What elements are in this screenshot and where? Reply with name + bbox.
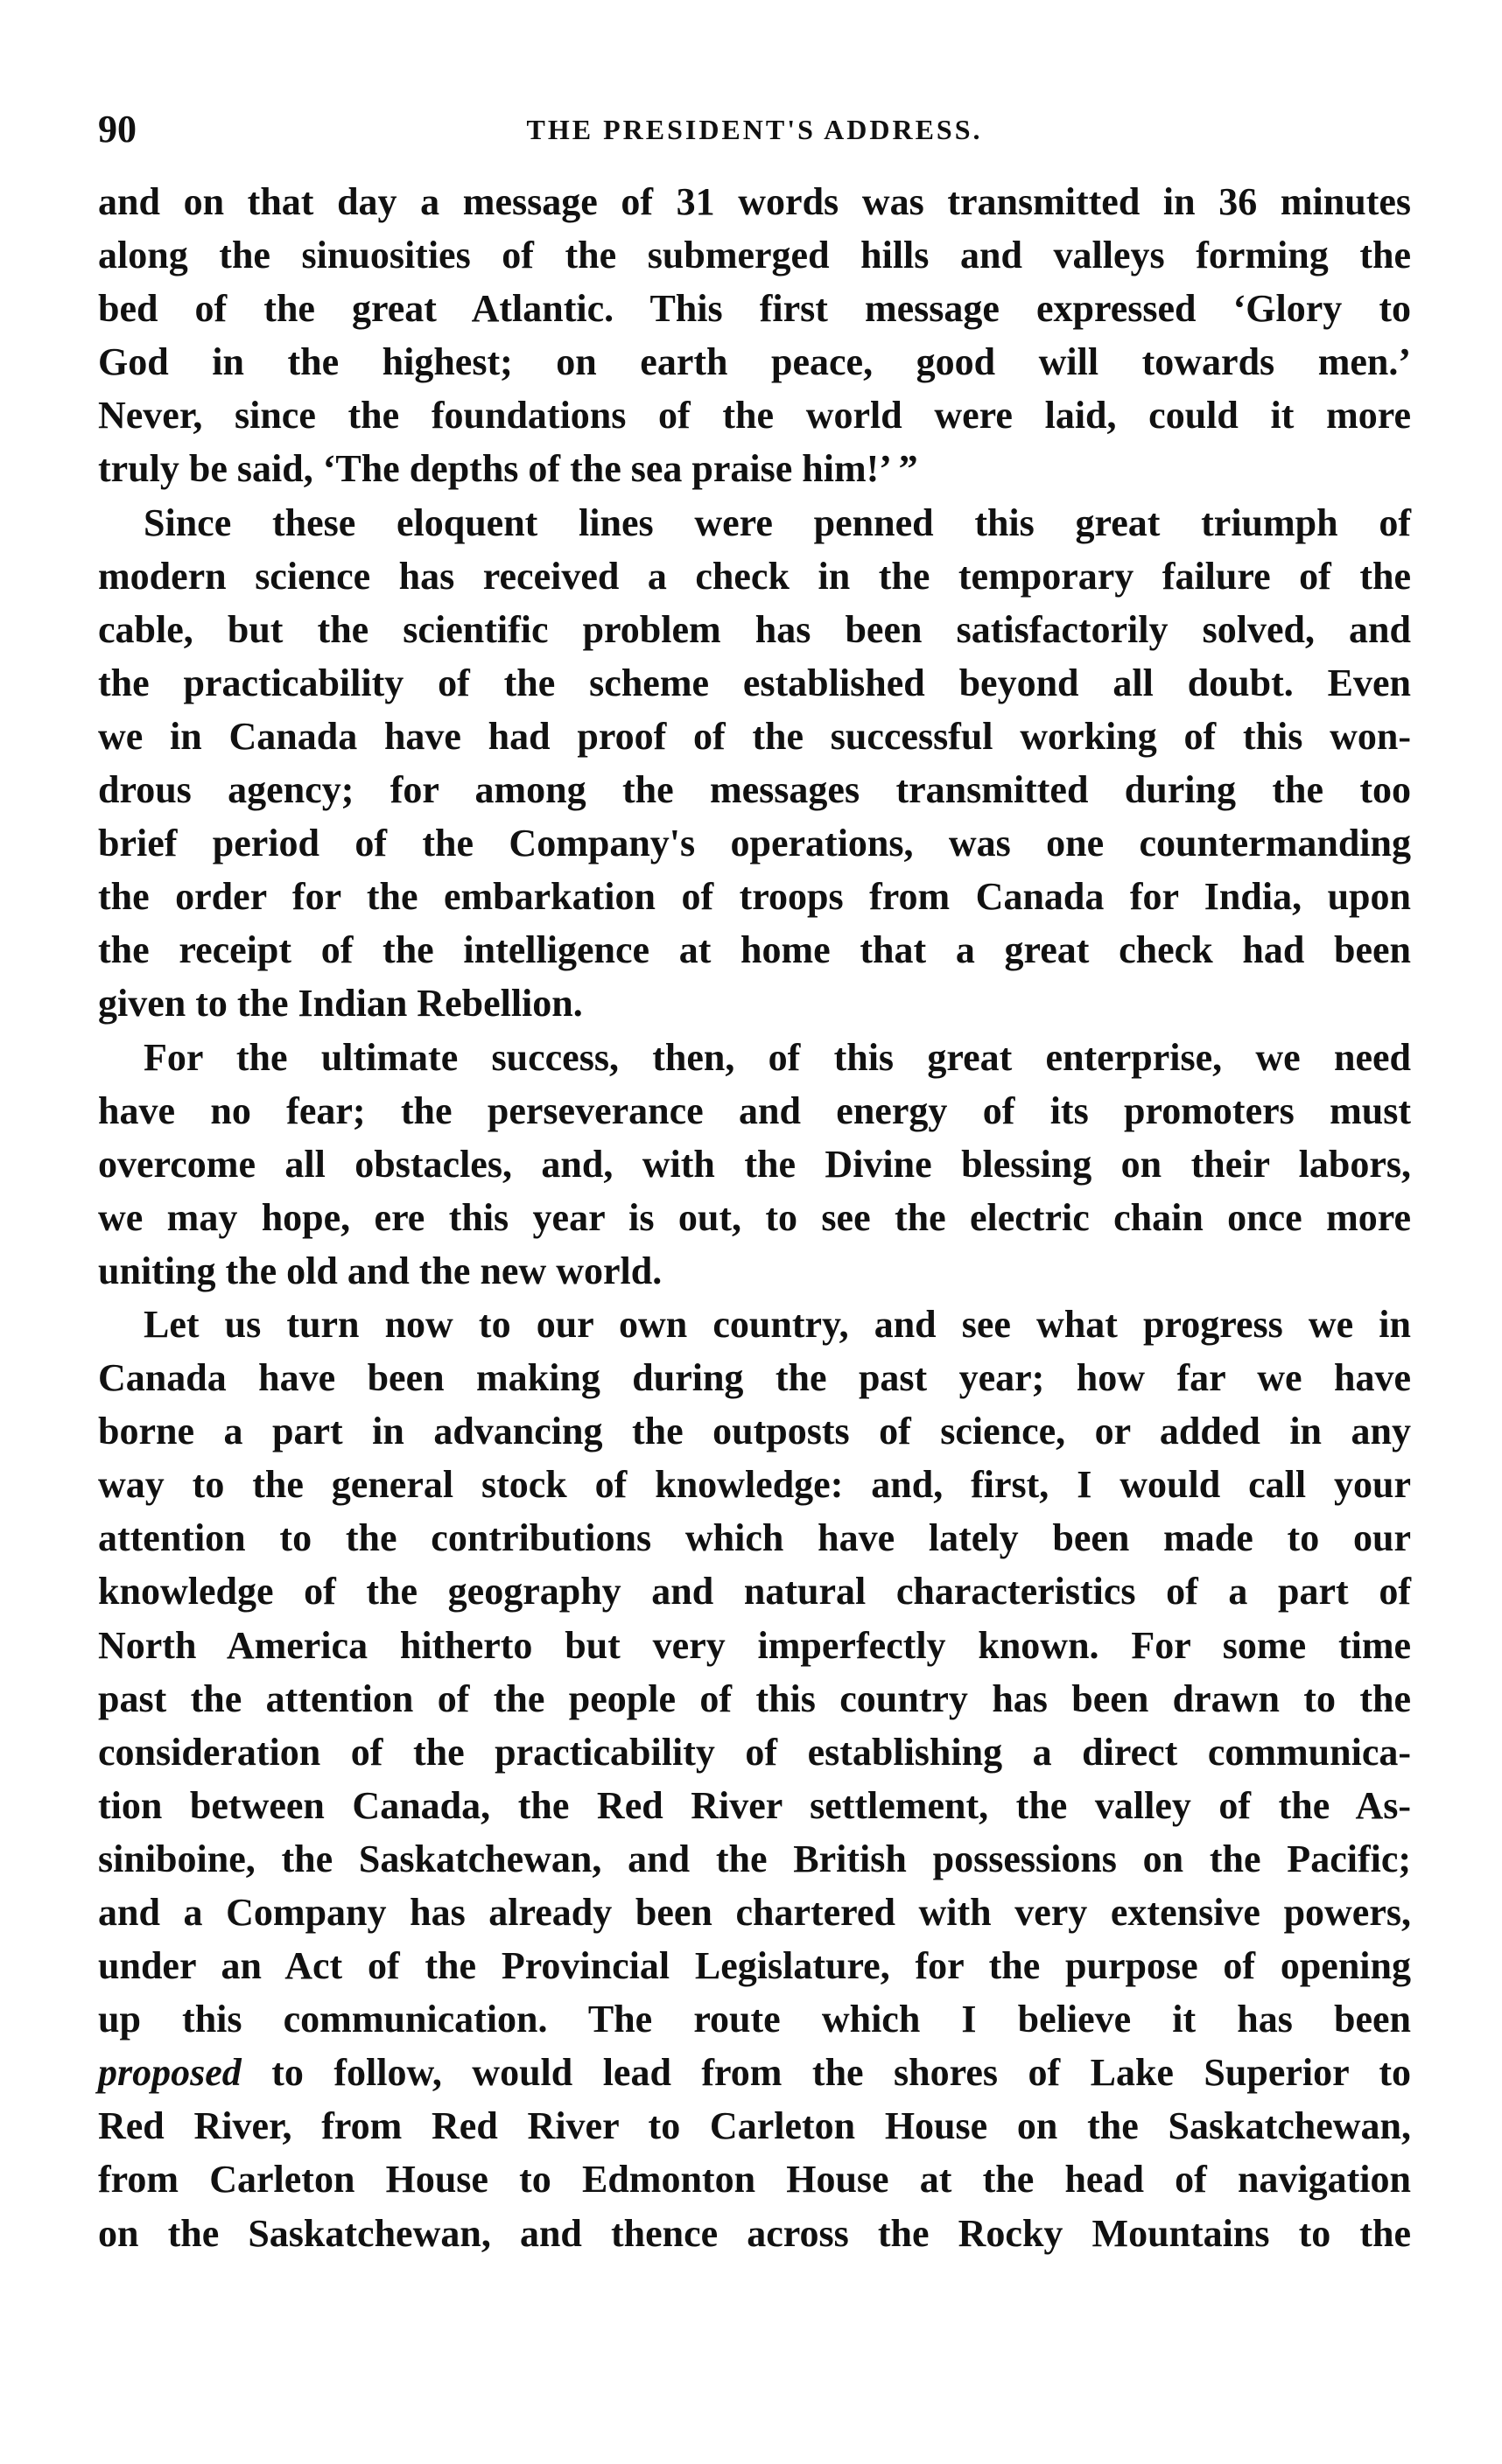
- page-number: 90: [98, 108, 137, 150]
- text-line: consideration of the practicability of establishing a direct communica-: [98, 1730, 1411, 1774]
- text-line: and a Company has already been chartered with very extensive powers,: [98, 1891, 1411, 1934]
- text-line: the practicability of the scheme established beyond all doubt. Even: [98, 661, 1411, 704]
- text-line: have no fear; the perseverance and energy of its promoters must: [98, 1088, 1411, 1132]
- text-line: Never, since the foundations of the world were laid, could it more: [98, 394, 1411, 438]
- text-line: the receipt of the intelligence at home that a great check had been: [98, 928, 1411, 972]
- text-line: way to the general stock of knowledge: and, first, I would call your: [98, 1463, 1411, 1507]
- text-line: the order for the embarkation of troops from Canada for India, upon: [98, 875, 1411, 919]
- italic-word: proposed: [98, 2051, 242, 2095]
- text-line: borne a part in advancing the outposts of science, or added in any: [98, 1410, 1411, 1453]
- text-line: knowledge of the geography and natural characteristics of a part of: [98, 1570, 1411, 1614]
- text-line: [98, 2046, 1411, 2099]
- text-line: we in Canada have had proof of the successful working of this won-: [98, 714, 1411, 758]
- text-line: and on that day a message of 31 words was transmitted in 36 minutes: [98, 180, 1411, 223]
- text-line: uniting the old and the new world.: [98, 1249, 663, 1292]
- page-header: [98, 103, 1411, 156]
- text-line: from Carleton House to Edmonton House at the head of navigation: [98, 2158, 1411, 2202]
- text-line: on the Saskatchewan, and thence across the Rocky Mountains to the: [98, 2211, 1411, 2255]
- text-line: up this communication. The route which I believe it has been: [98, 1998, 1411, 2041]
- text-line: given to the Indian Rebellion.: [98, 982, 583, 1026]
- text-line: siniboine, the Saskatchewan, and the British possessions on the Pacific;: [98, 1837, 1411, 1880]
- text-line: attention to the contributions which have lately been made to our: [98, 1516, 1411, 1560]
- text-line: brief period of the Company's operations, was one countermanding: [98, 822, 1411, 865]
- text-line: For the ultimate success, then, of this great enterprise, we need: [144, 1035, 1411, 1079]
- text-line: past the attention of the people of this country has been drawn to the: [98, 1676, 1411, 1720]
- text-line: cable, but the scientific problem has been satisfactorily solved, and: [98, 607, 1411, 651]
- text-line: North America hitherto but very imperfectly known. For some time: [98, 1623, 1411, 1667]
- line-text: to follow, would lead from the shores of Lake Superior to: [241, 2051, 1411, 2095]
- text-line: drous agency; for among the messages transmitted during the too: [98, 768, 1411, 812]
- text-line: Canada have been making during the past year; how far we have: [98, 1356, 1411, 1400]
- text-line: we may hope, ere this year is out, to see the electric chain once more: [98, 1195, 1411, 1239]
- text-line: Let us turn now to our own country, and see what progress we in: [144, 1302, 1411, 1346]
- text-line: overcome all obstacles, and, with the Divine blessing on their labors,: [98, 1142, 1411, 1186]
- text-line: Since these eloquent lines were penned this great triumph of: [144, 500, 1411, 544]
- running-head: THE PRESIDENT'S ADDRESS.: [526, 114, 983, 145]
- text-line: Red River, from Red River to Carleton House on the Saskatchewan,: [98, 2104, 1411, 2148]
- text-line: bed of the great Atlantic. This first message expressed ‘Glory to: [98, 287, 1411, 331]
- body-text: [98, 175, 1411, 2260]
- text-line: along the sinuosities of the submerged hills and valleys forming the: [98, 234, 1411, 277]
- text-line: modern science has received a check in the temporary failure of the: [98, 554, 1411, 598]
- text-line: tion between Canada, the Red River settlement, the valley of the As-: [98, 1783, 1411, 1827]
- text-line: truly be said, ‘The depths of the sea praise him!’ ”: [98, 447, 918, 491]
- text-line: under an Act of the Provincial Legislature, for the purpose of opening: [98, 1944, 1411, 1988]
- book-page: [98, 103, 1411, 2260]
- text-line: God in the highest; on earth peace, good will towards men.’: [98, 340, 1411, 384]
